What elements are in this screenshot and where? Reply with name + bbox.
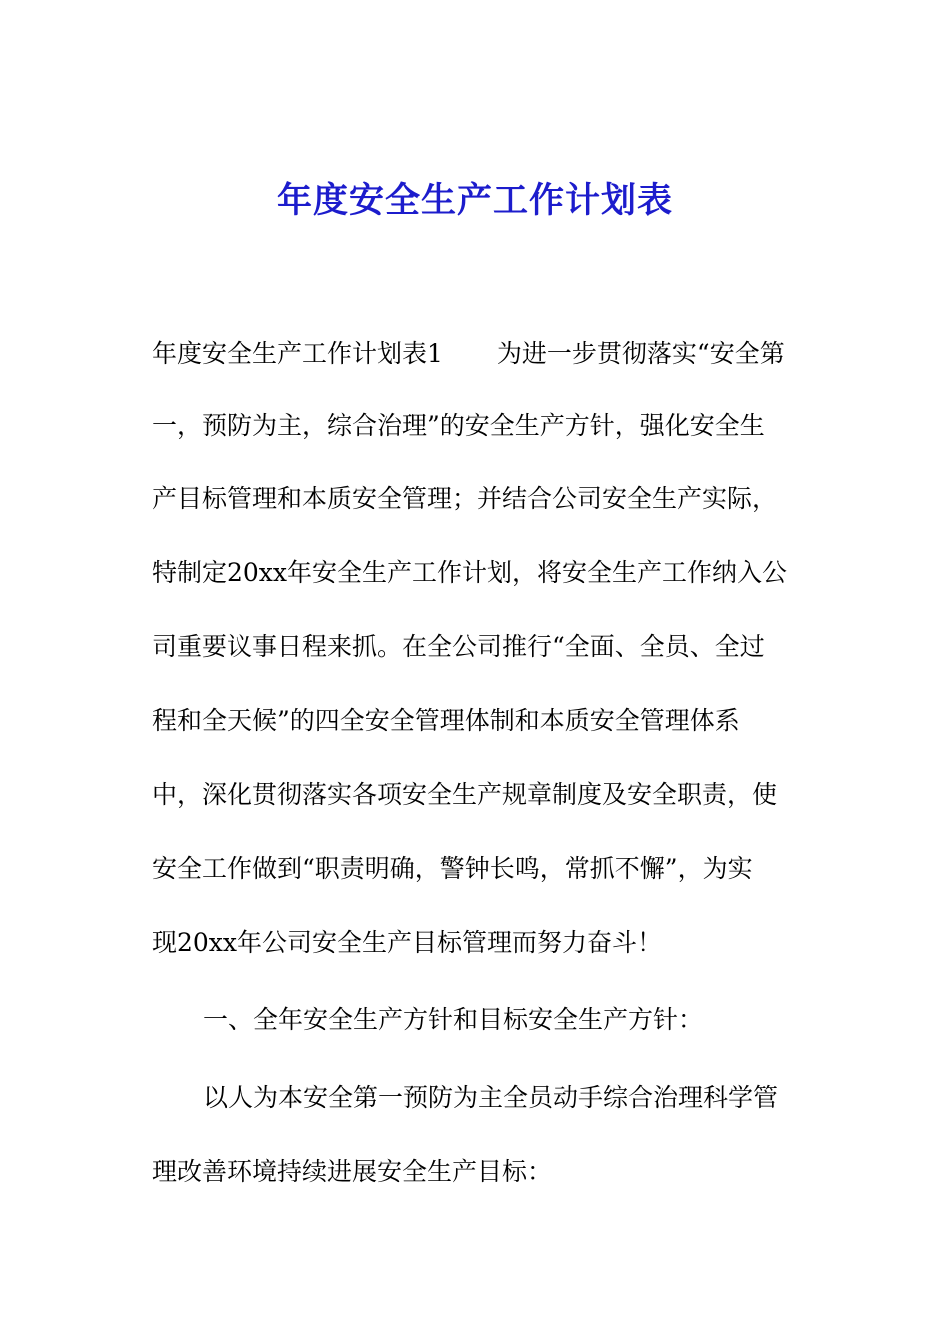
paragraph-line-4: 特制定20xx年安全生产工作计划，将安全生产工作纳入公 bbox=[152, 558, 788, 587]
paragraph-line-8: 安全工作做到“职责明确，警钟长鸣，常抓不懈”，为实 bbox=[152, 854, 753, 883]
paragraph-line-2: 一，预防为主，综合治理”的安全生产方针，强化安全生 bbox=[152, 411, 765, 440]
paragraph-line-11: 理改善环境持续进展安全生产目标： bbox=[152, 1157, 553, 1186]
section-heading-1: 一、全年安全生产方针和目标安全生产方针： bbox=[203, 1005, 704, 1034]
paragraph-line-7: 中，深化贯彻落实各项安全生产规章制度及安全职责，使 bbox=[152, 780, 778, 809]
paragraph-line-10: 以人为本安全第一预防为主全员动手综合治理科学管 bbox=[203, 1083, 779, 1112]
paragraph-line-5: 司重要议事日程来抓。在全公司推行“全面、全员、全过 bbox=[152, 632, 765, 661]
document-title: 年度安全生产工作计划表 bbox=[276, 181, 673, 221]
paragraph-line-1 bbox=[152, 336, 785, 372]
heading-label: 年度安全生产工作计划表1 bbox=[152, 339, 443, 368]
paragraph-line-9: 现20xx年公司安全生产目标管理而努力奋斗！ bbox=[152, 928, 663, 957]
paragraph-line-3: 产目标管理和本质安全管理；并结合公司安全生产实际， bbox=[152, 484, 778, 513]
line-text: 为进一步贯彻落实“安全第 bbox=[496, 339, 785, 368]
paragraph-line-6: 程和全天候”的四全安全管理体制和本质安全管理体系 bbox=[152, 706, 740, 735]
